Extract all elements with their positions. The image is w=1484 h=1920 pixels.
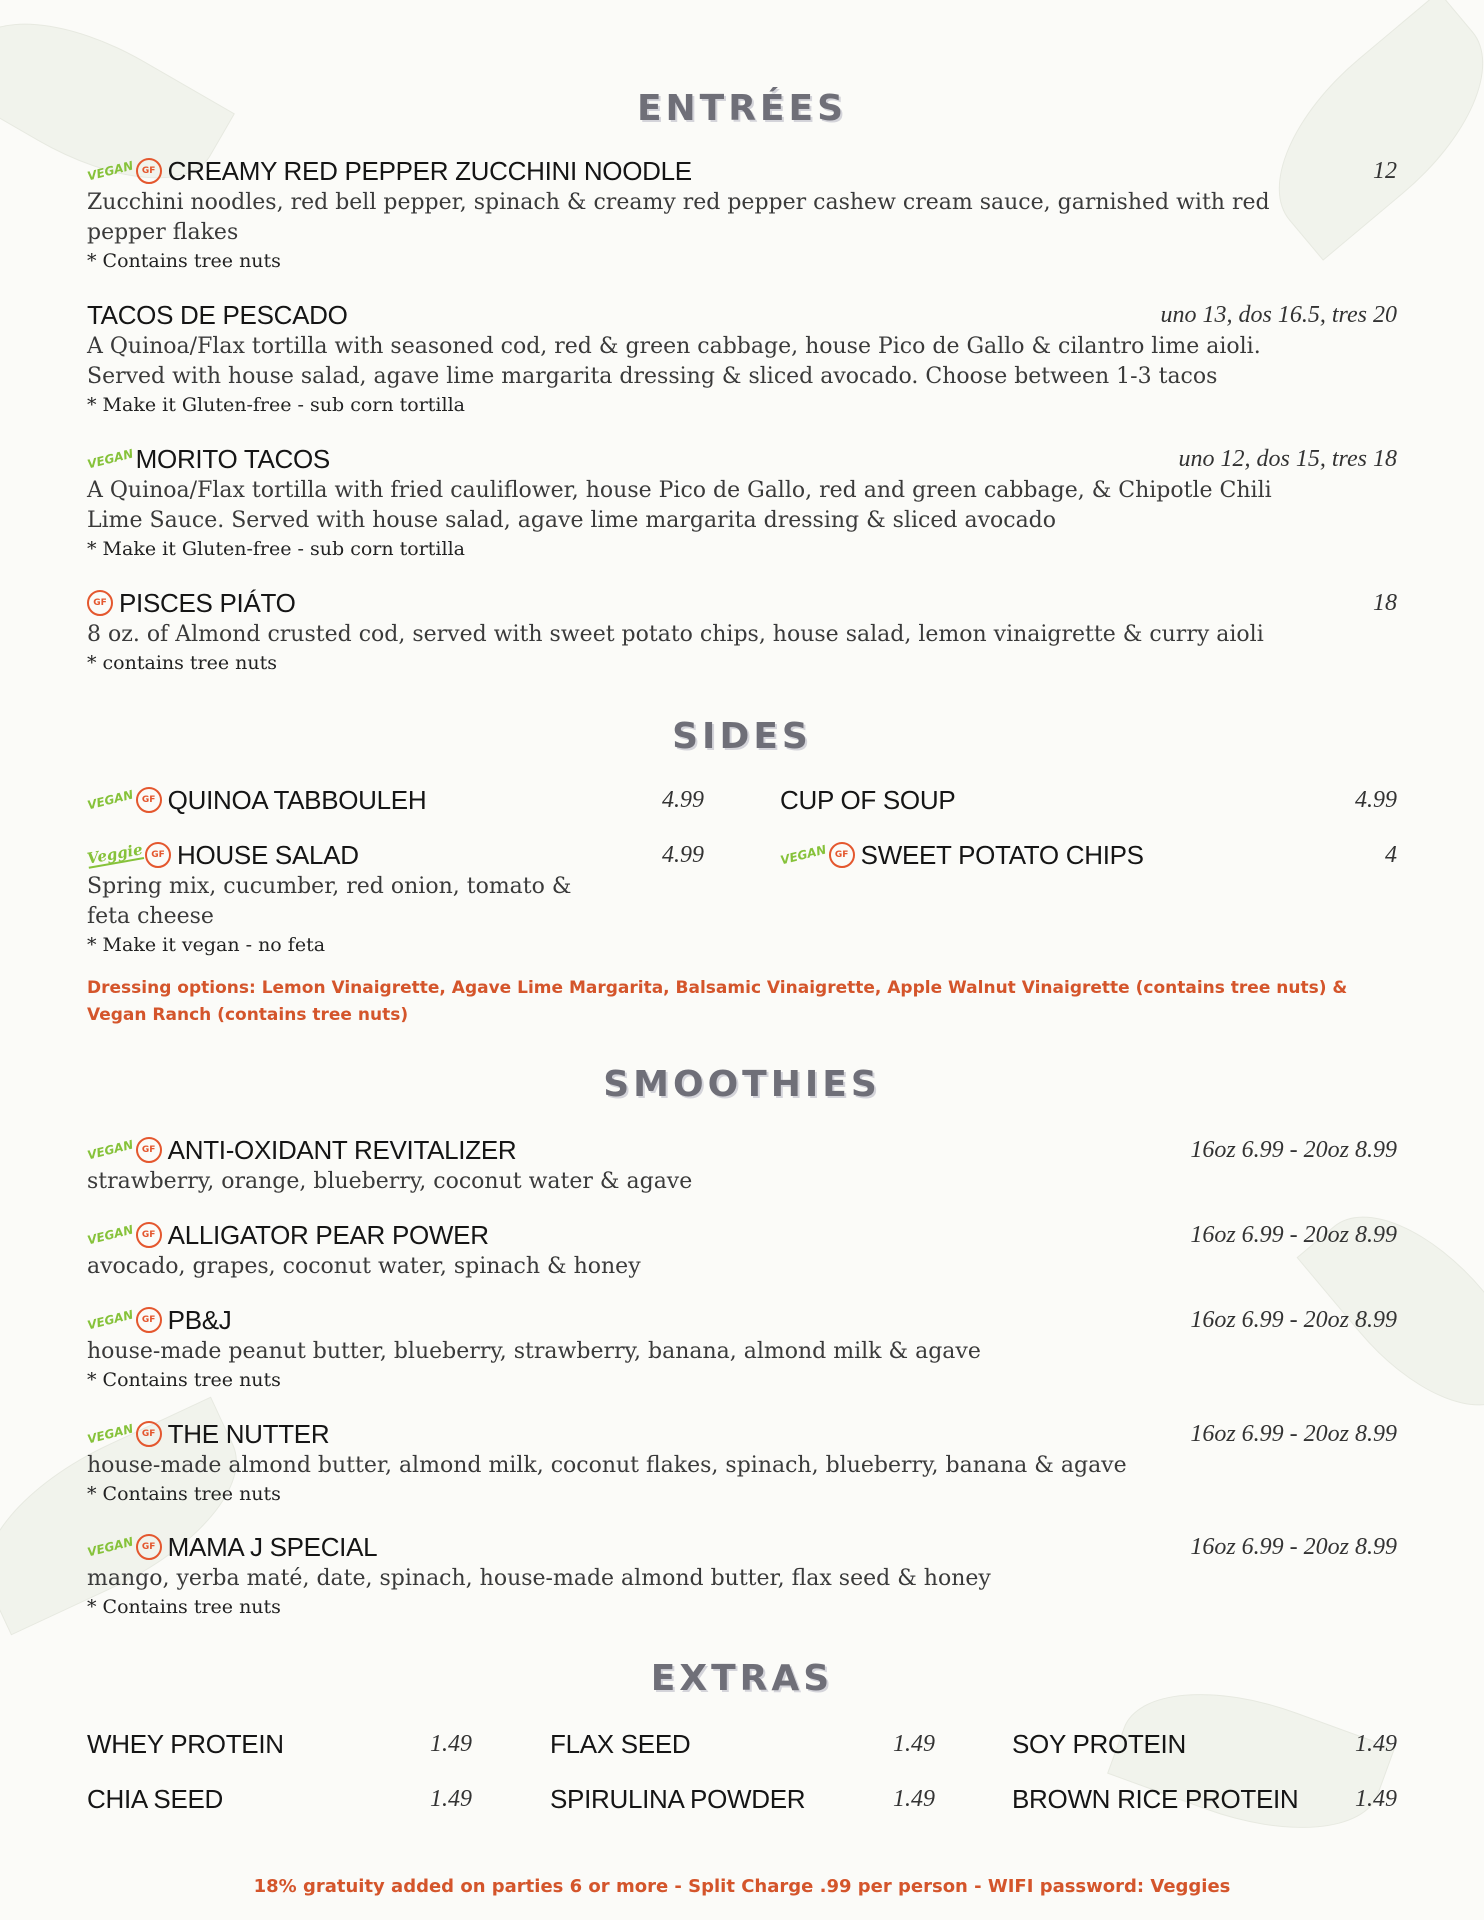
item-name: THE NUTTER [167,1419,330,1449]
item-note: * Contains tree nuts [87,1596,281,1618]
item-name: SWEET POTATO CHIPS [860,840,1144,870]
vegan-badge-icon: VEGAN [85,1534,135,1560]
entrees-title: ENTRÉES [636,88,848,129]
item-price: 4.99 [662,787,704,813]
item-name: CUP OF SOUP [780,785,956,815]
item-note: * Contains tree nuts [87,1369,281,1391]
gluten-free-badge-icon: GF [136,1534,162,1560]
side-item [780,838,1397,872]
gluten-free-badge-icon: GF [145,842,171,868]
smoothie-item [87,1218,1397,1282]
entree-item [87,154,1397,274]
footer-note: 18% gratuity added on parties 6 or more - Split Charge .99 per person - WIFI password: Veggies [253,1876,1231,1897]
item-name: MORITO TACOS [135,444,330,474]
item-note: * Contains tree nuts [87,1483,281,1505]
item-name: CREAMY RED PEPPER ZUCCHINI NOODLE [167,156,692,186]
item-price: uno 13, dos 16.5, tres 20 [1160,302,1397,328]
extra-item [550,1727,935,1761]
entree-item [87,586,1397,676]
smoothies-title: SMOOTHIES [603,1064,881,1105]
vegan-badge-icon: VEGAN [85,1421,135,1447]
item-price: 4.99 [1355,787,1397,813]
side-item [87,838,704,958]
item-description: Zucchini noodles, red bell pepper, spinach & creamy red pepper cashew cream sauce, garnished with red pepper flakes [87,190,1270,245]
item-price: 1.49 [430,1786,472,1812]
vegan-badge-icon: VEGAN [85,1307,135,1333]
vegan-badge-icon: VEGAN [85,787,135,813]
extra-item [1012,1727,1397,1761]
item-name: HOUSE SALAD [177,840,359,870]
item-description: 8 oz. of Almond crusted cod, served with sweet potato chips, house salad, lemon vinaigrette & curry aioli [87,622,1264,647]
item-price: 12 [1373,158,1397,184]
item-name: SOY PROTEIN [1012,1729,1186,1759]
item-price: 1.49 [1355,1731,1397,1757]
item-note: * Make it Gluten-free - sub corn tortilla [87,394,465,416]
item-description: A Quinoa/Flax tortilla with fried cauliflower, house Pico de Gallo, red and green cabbage, & Chipotle Chili Lime Sauce. Served with house salad, agave lime margarita dressing & sliced avocado [87,478,1272,533]
item-price: uno 12, dos 15, tres 18 [1178,446,1397,472]
gluten-free-badge-icon: GF [87,590,113,616]
item-name: SPIRULINA POWDER [550,1784,806,1814]
smoothie-item [87,1530,1397,1620]
item-name: QUINOA TABBOULEH [167,785,427,815]
vegan-badge-icon: VEGAN [85,446,135,472]
item-price: 1.49 [893,1731,935,1757]
dressing-options: Dressing options: Lemon Vinaigrette, Agave Lime Margarita, Balsamic Vinaigrette, Apple Walnut Vinaigrette (contains tree nuts) & Vegan Ranch (contains tree nuts) [87,978,1348,1025]
item-price: 18 [1373,590,1397,616]
item-description: A Quinoa/Flax tortilla with seasoned cod, red & green cabbage, house Pico de Gallo & cilantro lime aioli. Served with house salad, agave lime margarita dressing & sliced avocado. Choose between 1-3 tacos [87,334,1261,389]
vegan-badge-icon: VEGAN [778,842,828,868]
item-description: Spring mix, cucumber, red onion, tomato & feta cheese [87,874,572,929]
item-name: PB&J [167,1305,232,1335]
extra-item [87,1782,472,1816]
item-description: house-made peanut butter, blueberry, strawberry, banana, almond milk & agave [87,1339,981,1364]
item-price: 16oz 6.99 - 20oz 8.99 [1190,1421,1397,1447]
item-price: 1.49 [430,1731,472,1757]
side-item [87,783,704,817]
item-name: ALLIGATOR PEAR POWER [167,1220,489,1250]
menu-page [87,0,1397,1920]
item-price: 16oz 6.99 - 20oz 8.99 [1190,1222,1397,1248]
item-description: avocado, grapes, coconut water, spinach & honey [87,1254,641,1279]
vegan-badge-icon: VEGAN [85,158,135,184]
item-name: MAMA J SPECIAL [167,1532,378,1562]
item-name: WHEY PROTEIN [87,1729,284,1759]
item-description: house-made almond butter, almond milk, coconut flakes, spinach, blueberry, banana & agave [87,1453,1127,1478]
extra-item [87,1727,472,1761]
item-name: FLAX SEED [550,1729,691,1759]
item-price: 1.49 [893,1786,935,1812]
item-price: 16oz 6.99 - 20oz 8.99 [1190,1534,1397,1560]
entree-item [87,442,1397,562]
gluten-free-badge-icon: GF [136,158,162,184]
veggie-badge-icon: Veggie [85,840,144,868]
item-price: 16oz 6.99 - 20oz 8.99 [1190,1137,1397,1163]
extras-title: EXTRAS [650,1658,834,1699]
vegan-badge-icon: VEGAN [85,1222,135,1248]
item-price: 1.49 [1355,1786,1397,1812]
gluten-free-badge-icon: GF [136,1222,162,1248]
smoothie-item [87,1417,1397,1507]
side-item [780,783,1397,817]
gluten-free-badge-icon: GF [136,1421,162,1447]
vegan-badge-icon: VEGAN [85,1137,135,1163]
smoothie-item [87,1303,1397,1393]
item-name: TACOS DE PESCADO [87,300,348,330]
item-note: * Contains tree nuts [87,250,281,272]
gluten-free-badge-icon: GF [829,842,855,868]
item-description: strawberry, orange, blueberry, coconut water & agave [87,1169,693,1194]
item-name: ANTI-OXIDANT REVITALIZER [167,1135,517,1165]
item-note: * contains tree nuts [87,652,278,674]
extra-item [550,1782,935,1816]
gluten-free-badge-icon: GF [136,1307,162,1333]
sides-title: SIDES [672,716,812,757]
item-price: 16oz 6.99 - 20oz 8.99 [1190,1307,1397,1333]
gluten-free-badge-icon: GF [136,787,162,813]
item-description: mango, yerba maté, date, spinach, house-made almond butter, flax seed & honey [87,1566,991,1591]
item-name: CHIA SEED [87,1784,224,1814]
item-name: BROWN RICE PROTEIN [1012,1784,1299,1814]
item-price: 4.99 [662,842,704,868]
item-name: PISCES PIÁTO [119,588,296,618]
item-price: 4 [1385,842,1397,868]
smoothie-item [87,1133,1397,1197]
extra-item [1012,1782,1397,1816]
item-note: * Make it Gluten-free - sub corn tortilla [87,538,465,560]
gluten-free-badge-icon: GF [136,1137,162,1163]
item-note: * Make it vegan - no feta [87,934,326,956]
entree-item [87,298,1397,418]
